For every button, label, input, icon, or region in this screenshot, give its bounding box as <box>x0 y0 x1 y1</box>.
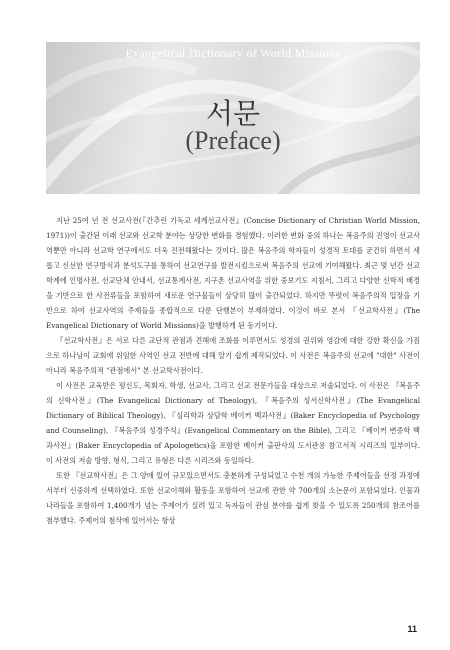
page-number: 11 <box>407 624 417 634</box>
paragraph: 또한 『선교학사전』은 그 양에 있어 규모있으면서도 충분하게 구성되었고 수천 개의 가능한 주제어들을 선정 과정에서부터 신중하게 선택하였다. 또한 선교이해와 활동을 포함하여 선교에 관한 약 700개의 소논문이 포함되었다. 인물과 나라들을 포함하여 1,400개가 넘는 주제어가 실려 있고 독자들이 관심 분야를 쉽게 찾을 수 있도록 250개의 참조어를 첨부했다. 주제어의 첨삭에 있어서는 항상 <box>46 471 420 525</box>
page-title-english: (Preface) <box>185 126 281 155</box>
page-title-korean: 서문 <box>205 97 261 130</box>
paragraph: 『선교학사전』은 서로 다른 교단적 관점과 견해에 조화를 이루면서도 성경의 권위와 영감에 대한 강한 확신을 가짐으로 하나님이 교회에 위임한 사역인 선교 전반에 대해 알기 쉽게 제작되었다. 이 사전은 복음주의 선교에 "대한" 사전이 아니라 복음주의적 "관점에서" 본 선교학사전이다. <box>46 336 420 375</box>
paragraph: 지난 25여 년 전 선교사전(『간추린 기독교 세계선교사전』(Concise Dictionary of Christian World Mission, 1971))이 출간된 이래 선교와 선교학 분야는 상당한 변화를 경험했다. 이러한 변화 중의 하나는 복음주의 진영이 선교사역뿐만 아니라 선교학 연구에서도 더욱 진전해왔다는 것이다. 많은 복음주의 학자들이 성경적 토대를 굳건히 하면서 새롭고 신선한 연구방식과 분석도구를 통하여 선교연구를 발전시킴으로써 복음주의 선교에 기여해왔다. 최근 몇 년간 선교학계에 인명사전, 선교단체 안내서, 선교통계사전, 지구촌 선교사역을 위한 중보기도 지침서, 그리고 다양한 신학적 배경을 기반으로 한 사전류들을 포함하여 새로운 연구물들이 상당히 많이 출간되었다. 하지만 뚜렷이 복음주의적 입장을 기반으로 하여 선교사역의 주제들을 종합적으로 다룬 단행본이 부재하였다. 이것이 바로 본서 『선교학사전』(The Evangelical Dictionary of World Missions)을 발행하게 된 동기이다. <box>46 216 420 330</box>
paragraph: 이 사전은 교육받은 평신도, 목회자, 학생, 선교사, 그리고 선교 전문가들을 대상으로 저술되었다. 이 사전은 『복음주의 신학사전』(The Evangelical Dictionary of Theology), 『복음주의 성서신학사전』(The Evangelical Dictionary of Biblical Theology), 『심리학과 상담학 베이커 백과사전』(Baker Encyclopedia of Psychology and Counseling), 『복음주의 성경주석』(Evangelical Commentary on the Bible), 그리고 『베이커 변증학 백과사전』(Baker Encyclopedia of Apologetics)을 포함한 베이커 출판사의 도서관용 참고서적 시리즈의 일부이다. 이 사전의 저술 방향, 형식, 그리고 유형은 다른 시리즈와 동일하다. <box>46 381 420 465</box>
series-title: Evangelical Dictionary of World Missions <box>125 46 341 60</box>
preface-body <box>46 213 420 528</box>
